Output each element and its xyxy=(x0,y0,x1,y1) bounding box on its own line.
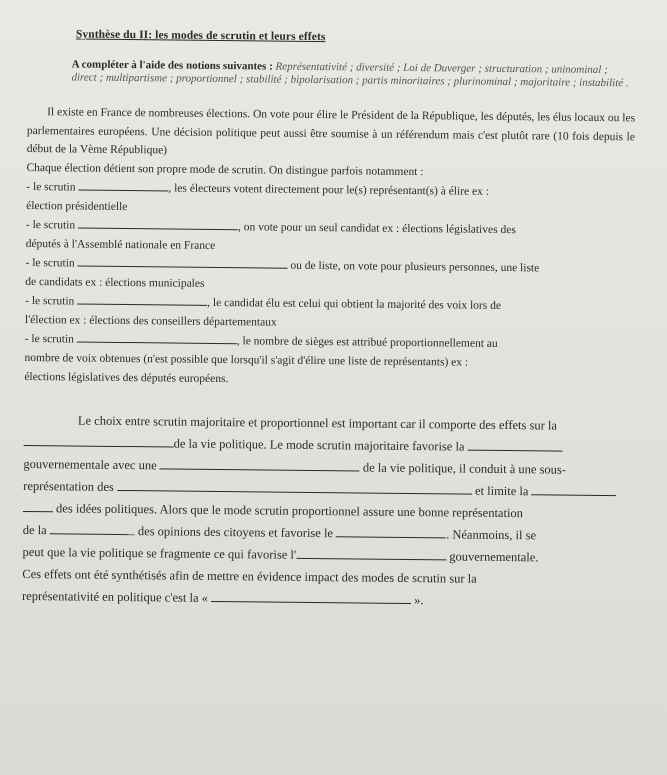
blank-field[interactable] xyxy=(77,292,207,305)
effects-line: peut que la vie politique se fragmente ce qui favorise l' gouvernementale. xyxy=(22,544,539,564)
worksheet-page xyxy=(22,28,636,613)
effects-paragraph xyxy=(22,408,632,612)
blank-field[interactable] xyxy=(117,478,472,494)
effects-line: représentation des et limite la xyxy=(23,474,631,502)
blank-field[interactable] xyxy=(24,433,174,447)
list-item: - le scrutin ou de liste, on vote pour plusieurs personnes, une liste xyxy=(25,253,633,278)
blank-field[interactable] xyxy=(78,178,168,191)
effects-line: gouvernementale avec une de la vie politique, il conduit à une sous- xyxy=(23,456,567,477)
blank-field[interactable] xyxy=(50,522,135,535)
blank-field[interactable] xyxy=(532,483,617,496)
blank-field[interactable] xyxy=(77,330,237,344)
blank-field[interactable] xyxy=(336,525,446,538)
page-title: Synthèse du II: les modes de scrutin et leurs effets xyxy=(75,28,326,44)
list-item-continuation: élections législatives des députés européens. xyxy=(24,370,229,385)
effects-line: de la vie politique. Le mode scrutin majoritaire favorise la xyxy=(24,430,632,458)
scrutin-list xyxy=(24,177,634,392)
list-item: - le scrutin , le candidat élu est celui qui obtient la majorité des voix lors de xyxy=(25,291,633,316)
blank-field[interactable] xyxy=(211,589,411,603)
list-item-continuation: de candidats ex : élections municipales xyxy=(25,275,205,290)
list-item: - le scrutin , les électeurs votent directement pour le(s) représentant(s) à élire ex : xyxy=(26,177,634,202)
list-item: - le scrutin , le nombre de sièges est attribué proportionnellement au xyxy=(25,329,633,354)
blank-field[interactable] xyxy=(78,216,238,230)
effects-line: des idées politiques. Alors que le mode scrutin proportionnel assure une bonne représentation xyxy=(23,496,631,524)
list-item-continuation: nombre de voix obtenues (n'est possible que lorsqu'il s'agit d'élire une liste de représentants) ex : xyxy=(24,351,469,369)
list-item-continuation: élection présidentielle xyxy=(26,199,128,213)
blank-field[interactable] xyxy=(78,254,288,268)
blank-field[interactable] xyxy=(23,499,53,511)
list-item: - le scrutin , on vote pour un seul candidat ex : élections législatives des xyxy=(26,215,634,240)
effects-line: représentativité en politique c'est la « ». xyxy=(21,588,424,607)
list-item-continuation: l'élection ex : élections des conseillers départementaux xyxy=(24,313,277,329)
instructions-block xyxy=(71,58,635,90)
blank-field[interactable] xyxy=(160,457,360,471)
effects-line: de la des opinions des citoyens et favorise le . Néanmoins, il se xyxy=(22,522,537,542)
instructions-word-list: Représentativité ; diversité ; Loi de Duverger ; structuration ; uninominal ; direct ; multipartisme ; proportionnel ; stabilité ; bipolarisation ; partis minoritaires ; plurinominal ; majoritaire ; instabilité . xyxy=(71,60,629,90)
blank-field[interactable] xyxy=(468,438,563,451)
effects-line: Ces effets ont été synthétisés afin de mettre en évidence impact des modes de scrutin sur la xyxy=(22,566,477,586)
list-item-continuation: députés à l'Assemblé nationale en France xyxy=(25,237,216,252)
intro-paragraph-last-line: Chaque élection détient son propre mode de scrutin. On distingue parfois notamment : xyxy=(26,161,424,178)
instructions-lead: A compléter à l'aide des notions suivantes : xyxy=(71,58,273,73)
effects-line: Le choix entre scrutin majoritaire et proportionnel est important car il comporte des effets sur la xyxy=(77,413,558,433)
intro-paragraph: Il existe en France de nombreuses élections. On vote pour élire le Président de la République, les députés, les élus locaux ou les parlementaires européens. Une décision politique peut aussi être soumise à un référendum mais c'est plutôt rare (10 fois depuis le début de la Vème République) xyxy=(26,106,636,157)
blank-field[interactable] xyxy=(296,546,446,560)
